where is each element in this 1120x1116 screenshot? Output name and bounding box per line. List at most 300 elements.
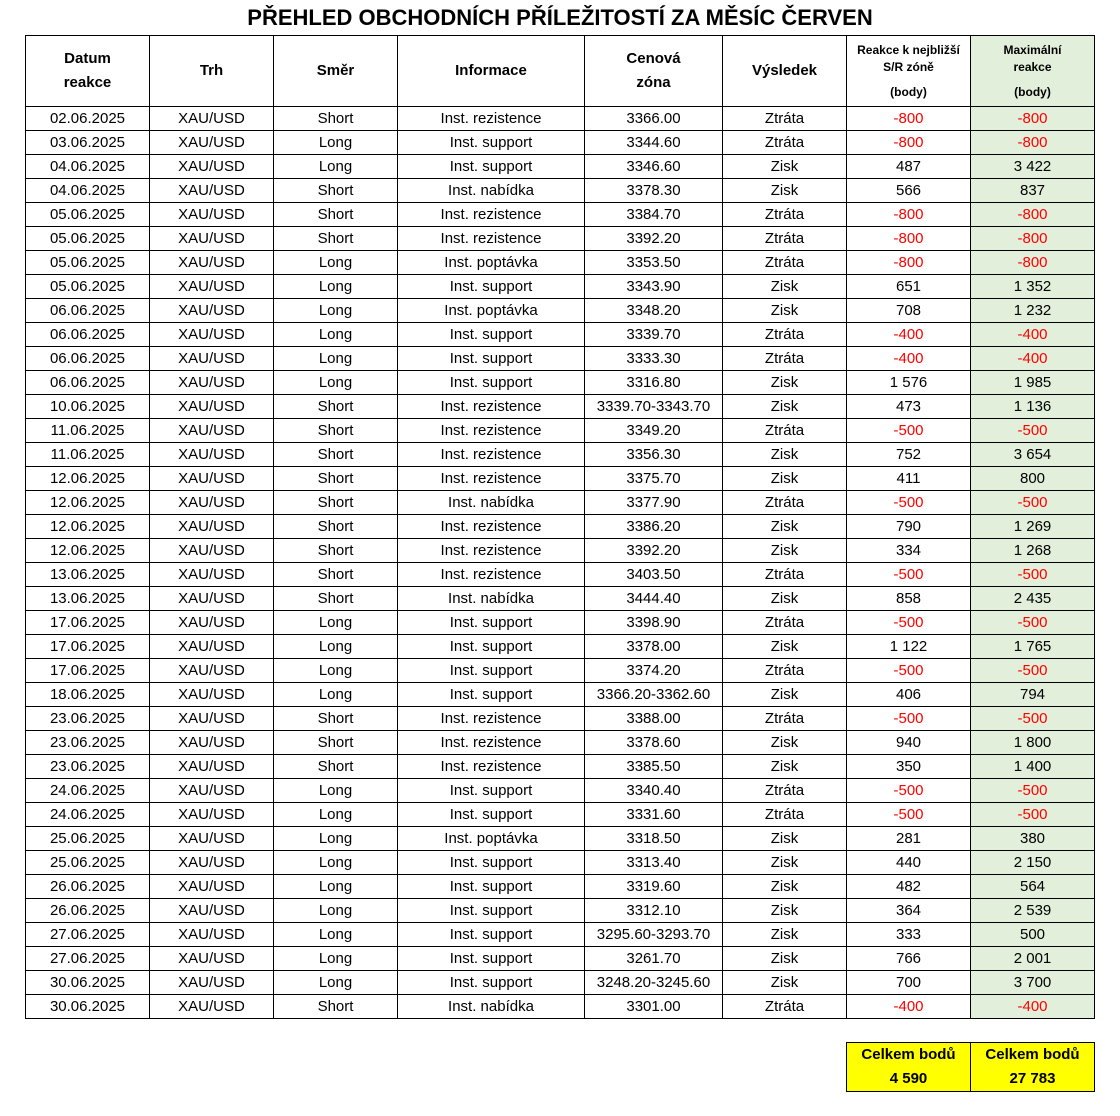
cell-vysledek: Zisk — [723, 875, 847, 899]
cell-maximalni: -800 — [971, 107, 1095, 131]
total-reakce-label: Celkem bodů — [861, 1046, 956, 1063]
cell-informace: Inst. rezistence — [398, 107, 585, 131]
cell-zona: 3353.50 — [585, 251, 723, 275]
cell-reakce: 1 576 — [847, 371, 971, 395]
table-row — [26, 779, 1095, 803]
cell-trh: XAU/USD — [150, 323, 274, 347]
cell-smer: Short — [274, 587, 398, 611]
table-row — [26, 947, 1095, 971]
cell-zona: 3366.00 — [585, 107, 723, 131]
cell-trh: XAU/USD — [150, 947, 274, 971]
table-row — [26, 395, 1095, 419]
cell-informace: Inst. nabídka — [398, 995, 585, 1019]
cell-smer: Long — [274, 299, 398, 323]
cell-trh: XAU/USD — [150, 803, 274, 827]
cell-maximalni: -800 — [971, 227, 1095, 251]
cell-zona: 3378.60 — [585, 731, 723, 755]
cell-informace: Inst. rezistence — [398, 563, 585, 587]
cell-datum: 03.06.2025 — [26, 131, 150, 155]
cell-informace: Inst. rezistence — [398, 203, 585, 227]
cell-vysledek: Zisk — [723, 515, 847, 539]
cell-datum: 05.06.2025 — [26, 203, 150, 227]
cell-vysledek: Ztráta — [723, 563, 847, 587]
cell-maximalni: 3 700 — [971, 971, 1095, 995]
cell-smer: Short — [274, 227, 398, 251]
cell-vysledek: Zisk — [723, 731, 847, 755]
cell-informace: Inst. support — [398, 275, 585, 299]
cell-vysledek: Ztráta — [723, 203, 847, 227]
cell-zona: 3344.60 — [585, 131, 723, 155]
cell-smer: Short — [274, 179, 398, 203]
cell-trh: XAU/USD — [150, 131, 274, 155]
cell-zona: 3366.20-3362.60 — [585, 683, 723, 707]
cell-informace: Inst. support — [398, 323, 585, 347]
cell-maximalni: -500 — [971, 563, 1095, 587]
cell-datum: 30.06.2025 — [26, 995, 150, 1019]
cell-smer: Short — [274, 467, 398, 491]
total-reakce-value: 4 590 — [889, 1070, 928, 1087]
cell-reakce: 1 122 — [847, 635, 971, 659]
cell-trh: XAU/USD — [150, 587, 274, 611]
cell-vysledek: Zisk — [723, 587, 847, 611]
table-row — [26, 419, 1095, 443]
cell-maximalni: -800 — [971, 131, 1095, 155]
cell-smer: Short — [274, 107, 398, 131]
cell-reakce: -500 — [847, 419, 971, 443]
table-row — [26, 995, 1095, 1019]
cell-informace: Inst. support — [398, 155, 585, 179]
table-row — [26, 539, 1095, 563]
cell-trh: XAU/USD — [150, 299, 274, 323]
cell-informace: Inst. support — [398, 803, 585, 827]
cell-informace: Inst. rezistence — [398, 395, 585, 419]
cell-zona: 3339.70 — [585, 323, 723, 347]
cell-trh: XAU/USD — [150, 779, 274, 803]
cell-reakce: 566 — [847, 179, 971, 203]
header-vysledek: Výsledek — [723, 36, 847, 107]
cell-smer: Short — [274, 419, 398, 443]
cell-trh: XAU/USD — [150, 707, 274, 731]
cell-datum: 24.06.2025 — [26, 803, 150, 827]
cell-zona: 3444.40 — [585, 587, 723, 611]
table-row — [26, 587, 1095, 611]
cell-maximalni: -500 — [971, 491, 1095, 515]
table-row — [26, 251, 1095, 275]
cell-zona: 3301.00 — [585, 995, 723, 1019]
cell-vysledek: Ztráta — [723, 419, 847, 443]
cell-reakce: 334 — [847, 539, 971, 563]
cell-informace: Inst. rezistence — [398, 755, 585, 779]
cell-informace: Inst. nabídka — [398, 587, 585, 611]
cell-smer: Long — [274, 683, 398, 707]
cell-datum: 12.06.2025 — [26, 539, 150, 563]
cell-zona: 3374.20 — [585, 659, 723, 683]
cell-trh: XAU/USD — [150, 971, 274, 995]
cell-smer: Short — [274, 515, 398, 539]
table-body — [26, 107, 1095, 1019]
cell-smer: Long — [274, 923, 398, 947]
cell-trh: XAU/USD — [150, 851, 274, 875]
header-reakce-line2: S/R zóně — [883, 59, 934, 74]
table-row — [26, 899, 1095, 923]
cell-vysledek: Zisk — [723, 755, 847, 779]
cell-maximalni: 1 268 — [971, 539, 1095, 563]
cell-reakce: -400 — [847, 347, 971, 371]
table-row — [26, 107, 1095, 131]
cell-reakce: 790 — [847, 515, 971, 539]
table-row — [26, 563, 1095, 587]
table-row — [26, 227, 1095, 251]
cell-datum: 23.06.2025 — [26, 707, 150, 731]
cell-informace: Inst. poptávka — [398, 299, 585, 323]
cell-smer: Long — [274, 659, 398, 683]
cell-reakce: 858 — [847, 587, 971, 611]
cell-trh: XAU/USD — [150, 635, 274, 659]
cell-smer: Long — [274, 875, 398, 899]
table-row — [26, 611, 1095, 635]
header-datum-line2: reakce — [63, 74, 112, 91]
table-row — [26, 467, 1095, 491]
cell-maximalni: -400 — [971, 995, 1095, 1019]
cell-datum: 04.06.2025 — [26, 179, 150, 203]
opportunities-table — [25, 35, 1095, 1019]
table-row — [26, 491, 1095, 515]
cell-vysledek: Ztráta — [723, 227, 847, 251]
cell-datum: 12.06.2025 — [26, 467, 150, 491]
cell-smer: Long — [274, 827, 398, 851]
cell-datum: 24.06.2025 — [26, 779, 150, 803]
cell-maximalni: 2 150 — [971, 851, 1095, 875]
cell-datum: 04.06.2025 — [26, 155, 150, 179]
cell-datum: 05.06.2025 — [26, 275, 150, 299]
cell-maximalni: -500 — [971, 707, 1095, 731]
cell-vysledek: Zisk — [723, 923, 847, 947]
cell-informace: Inst. support — [398, 923, 585, 947]
header-maximalni-unit: (body) — [1014, 84, 1051, 99]
cell-smer: Long — [274, 851, 398, 875]
cell-maximalni: 1 269 — [971, 515, 1095, 539]
cell-reakce: -400 — [847, 995, 971, 1019]
table-row — [26, 683, 1095, 707]
cell-datum: 05.06.2025 — [26, 251, 150, 275]
cell-informace: Inst. support — [398, 611, 585, 635]
cell-maximalni: -500 — [971, 779, 1095, 803]
page-title: PŘEHLED OBCHODNÍCH PŘÍLEŽITOSTÍ ZA MĚSÍC ČERVEN — [247, 5, 873, 30]
cell-datum: 17.06.2025 — [26, 659, 150, 683]
total-maximalni-value: 27 783 — [1009, 1070, 1056, 1087]
cell-reakce: 487 — [847, 155, 971, 179]
table-row — [26, 203, 1095, 227]
cell-vysledek: Ztráta — [723, 803, 847, 827]
cell-informace: Inst. poptávka — [398, 251, 585, 275]
cell-zona: 3378.00 — [585, 635, 723, 659]
cell-zona: 3339.70-3343.70 — [585, 395, 723, 419]
cell-vysledek: Zisk — [723, 179, 847, 203]
cell-smer: Long — [274, 323, 398, 347]
table-row — [26, 155, 1095, 179]
cell-reakce: 411 — [847, 467, 971, 491]
cell-zona: 3318.50 — [585, 827, 723, 851]
cell-zona: 3248.20-3245.60 — [585, 971, 723, 995]
cell-datum: 25.06.2025 — [26, 851, 150, 875]
cell-vysledek: Zisk — [723, 827, 847, 851]
cell-smer: Short — [274, 539, 398, 563]
cell-datum: 26.06.2025 — [26, 875, 150, 899]
cell-vysledek: Zisk — [723, 683, 847, 707]
cell-informace: Inst. rezistence — [398, 419, 585, 443]
table-row — [26, 851, 1095, 875]
cell-maximalni: 794 — [971, 683, 1095, 707]
cell-vysledek: Zisk — [723, 299, 847, 323]
cell-maximalni: -800 — [971, 203, 1095, 227]
cell-datum: 05.06.2025 — [26, 227, 150, 251]
cell-datum: 12.06.2025 — [26, 515, 150, 539]
cell-trh: XAU/USD — [150, 251, 274, 275]
cell-zona: 3349.20 — [585, 419, 723, 443]
cell-vysledek: Ztráta — [723, 131, 847, 155]
cell-maximalni: 3 422 — [971, 155, 1095, 179]
cell-informace: Inst. support — [398, 899, 585, 923]
cell-reakce: 482 — [847, 875, 971, 899]
cell-vysledek: Ztráta — [723, 323, 847, 347]
table-row — [26, 707, 1095, 731]
cell-reakce: -800 — [847, 107, 971, 131]
cell-zona: 3377.90 — [585, 491, 723, 515]
cell-trh: XAU/USD — [150, 107, 274, 131]
cell-reakce: 333 — [847, 923, 971, 947]
cell-zona: 3392.20 — [585, 539, 723, 563]
cell-zona: 3356.30 — [585, 443, 723, 467]
cell-maximalni: 837 — [971, 179, 1095, 203]
table-row — [26, 299, 1095, 323]
table-row — [26, 179, 1095, 203]
cell-datum: 27.06.2025 — [26, 947, 150, 971]
cell-reakce: 473 — [847, 395, 971, 419]
total-reakce — [847, 1043, 971, 1092]
header-datum — [26, 36, 150, 107]
cell-informace: Inst. support — [398, 683, 585, 707]
cell-datum: 27.06.2025 — [26, 923, 150, 947]
cell-trh: XAU/USD — [150, 443, 274, 467]
cell-informace: Inst. rezistence — [398, 443, 585, 467]
header-row — [26, 36, 1095, 107]
cell-vysledek: Zisk — [723, 371, 847, 395]
cell-informace: Inst. nabídka — [398, 491, 585, 515]
cell-datum: 06.06.2025 — [26, 299, 150, 323]
cell-maximalni: 1 136 — [971, 395, 1095, 419]
cell-datum: 13.06.2025 — [26, 563, 150, 587]
cell-reakce: 406 — [847, 683, 971, 707]
cell-zona: 3384.70 — [585, 203, 723, 227]
total-maximalni-label: Celkem bodů — [985, 1046, 1080, 1063]
cell-zona: 3261.70 — [585, 947, 723, 971]
header-trh: Trh — [150, 36, 274, 107]
cell-zona: 3398.90 — [585, 611, 723, 635]
cell-vysledek: Zisk — [723, 947, 847, 971]
totals-table — [846, 1042, 1095, 1092]
cell-trh: XAU/USD — [150, 755, 274, 779]
cell-maximalni: 1 352 — [971, 275, 1095, 299]
cell-informace: Inst. rezistence — [398, 515, 585, 539]
cell-zona: 3392.20 — [585, 227, 723, 251]
cell-informace: Inst. support — [398, 659, 585, 683]
cell-vysledek: Ztráta — [723, 779, 847, 803]
cell-maximalni: -400 — [971, 347, 1095, 371]
cell-smer: Short — [274, 491, 398, 515]
cell-trh: XAU/USD — [150, 179, 274, 203]
table-row — [26, 275, 1095, 299]
header-maximalni-line2: reakce — [1013, 59, 1052, 74]
header-reakce-line1: Reakce k nejbližší — [857, 42, 960, 57]
cell-reakce: 766 — [847, 947, 971, 971]
cell-smer: Long — [274, 131, 398, 155]
cell-smer: Short — [274, 443, 398, 467]
cell-trh: XAU/USD — [150, 395, 274, 419]
cell-reakce: -400 — [847, 323, 971, 347]
table-row — [26, 443, 1095, 467]
cell-trh: XAU/USD — [150, 275, 274, 299]
cell-trh: XAU/USD — [150, 995, 274, 1019]
cell-datum: 17.06.2025 — [26, 635, 150, 659]
cell-datum: 23.06.2025 — [26, 731, 150, 755]
cell-trh: XAU/USD — [150, 203, 274, 227]
cell-maximalni: 1 232 — [971, 299, 1095, 323]
header-zona-line2: zóna — [636, 74, 671, 91]
cell-datum: 02.06.2025 — [26, 107, 150, 131]
cell-smer: Short — [274, 563, 398, 587]
cell-trh: XAU/USD — [150, 923, 274, 947]
cell-maximalni: 1 765 — [971, 635, 1095, 659]
cell-zona: 3313.40 — [585, 851, 723, 875]
cell-trh: XAU/USD — [150, 227, 274, 251]
cell-vysledek: Zisk — [723, 899, 847, 923]
cell-reakce: 708 — [847, 299, 971, 323]
cell-maximalni: -500 — [971, 611, 1095, 635]
cell-vysledek: Ztráta — [723, 251, 847, 275]
cell-reakce: -800 — [847, 131, 971, 155]
table-row — [26, 971, 1095, 995]
cell-maximalni: 380 — [971, 827, 1095, 851]
cell-smer: Long — [274, 251, 398, 275]
cell-smer: Long — [274, 275, 398, 299]
cell-vysledek: Ztráta — [723, 995, 847, 1019]
cell-informace: Inst. rezistence — [398, 539, 585, 563]
cell-datum: 10.06.2025 — [26, 395, 150, 419]
cell-informace: Inst. support — [398, 131, 585, 155]
cell-zona: 3312.10 — [585, 899, 723, 923]
cell-smer: Short — [274, 395, 398, 419]
cell-informace: Inst. support — [398, 347, 585, 371]
cell-trh: XAU/USD — [150, 875, 274, 899]
header-reakce — [847, 36, 971, 107]
cell-trh: XAU/USD — [150, 827, 274, 851]
table-row — [26, 923, 1095, 947]
table-row — [26, 323, 1095, 347]
cell-trh: XAU/USD — [150, 611, 274, 635]
table-row — [26, 875, 1095, 899]
cell-zona: 3340.40 — [585, 779, 723, 803]
cell-trh: XAU/USD — [150, 683, 274, 707]
cell-vysledek: Zisk — [723, 971, 847, 995]
cell-reakce: 752 — [847, 443, 971, 467]
cell-informace: Inst. support — [398, 875, 585, 899]
header-zona-line1: Cenová — [626, 50, 681, 67]
cell-zona: 3388.00 — [585, 707, 723, 731]
cell-vysledek: Zisk — [723, 395, 847, 419]
cell-vysledek: Zisk — [723, 635, 847, 659]
cell-vysledek: Zisk — [723, 539, 847, 563]
cell-smer: Long — [274, 611, 398, 635]
cell-smer: Long — [274, 971, 398, 995]
cell-reakce: -800 — [847, 227, 971, 251]
cell-trh: XAU/USD — [150, 515, 274, 539]
cell-smer: Short — [274, 707, 398, 731]
cell-trh: XAU/USD — [150, 539, 274, 563]
cell-vysledek: Ztráta — [723, 347, 847, 371]
cell-datum: 30.06.2025 — [26, 971, 150, 995]
cell-vysledek: Zisk — [723, 155, 847, 179]
header-zona — [585, 36, 723, 107]
cell-datum: 11.06.2025 — [26, 419, 150, 443]
cell-maximalni: 564 — [971, 875, 1095, 899]
cell-maximalni: 3 654 — [971, 443, 1095, 467]
cell-vysledek: Ztráta — [723, 107, 847, 131]
table-row — [26, 803, 1095, 827]
cell-zona: 3348.20 — [585, 299, 723, 323]
cell-vysledek: Ztráta — [723, 491, 847, 515]
total-maximalni — [971, 1043, 1095, 1092]
cell-reakce: 940 — [847, 731, 971, 755]
cell-maximalni: 2 539 — [971, 899, 1095, 923]
cell-reakce: 281 — [847, 827, 971, 851]
table-row — [26, 827, 1095, 851]
cell-reakce: 700 — [847, 971, 971, 995]
cell-informace: Inst. nabídka — [398, 179, 585, 203]
cell-maximalni: -500 — [971, 659, 1095, 683]
cell-zona: 3346.60 — [585, 155, 723, 179]
header-smer: Směr — [274, 36, 398, 107]
cell-maximalni: 1 800 — [971, 731, 1095, 755]
cell-zona: 3343.90 — [585, 275, 723, 299]
cell-trh: XAU/USD — [150, 371, 274, 395]
cell-vysledek: Ztráta — [723, 611, 847, 635]
cell-zona: 3295.60-3293.70 — [585, 923, 723, 947]
cell-informace: Inst. support — [398, 851, 585, 875]
cell-reakce: -500 — [847, 659, 971, 683]
cell-maximalni: 2 001 — [971, 947, 1095, 971]
cell-maximalni: -400 — [971, 323, 1095, 347]
cell-smer: Long — [274, 155, 398, 179]
header-datum-line1: Datum — [64, 50, 111, 67]
table-row — [26, 731, 1095, 755]
cell-informace: Inst. support — [398, 971, 585, 995]
cell-informace: Inst. rezistence — [398, 227, 585, 251]
cell-reakce: 350 — [847, 755, 971, 779]
cell-zona: 3331.60 — [585, 803, 723, 827]
cell-smer: Long — [274, 635, 398, 659]
cell-maximalni: -500 — [971, 419, 1095, 443]
cell-informace: Inst. rezistence — [398, 467, 585, 491]
cell-reakce: -800 — [847, 251, 971, 275]
cell-informace: Inst. support — [398, 947, 585, 971]
cell-reakce: 440 — [847, 851, 971, 875]
cell-smer: Short — [274, 203, 398, 227]
cell-reakce: 364 — [847, 899, 971, 923]
cell-trh: XAU/USD — [150, 347, 274, 371]
cell-trh: XAU/USD — [150, 491, 274, 515]
cell-zona: 3319.60 — [585, 875, 723, 899]
cell-smer: Short — [274, 755, 398, 779]
